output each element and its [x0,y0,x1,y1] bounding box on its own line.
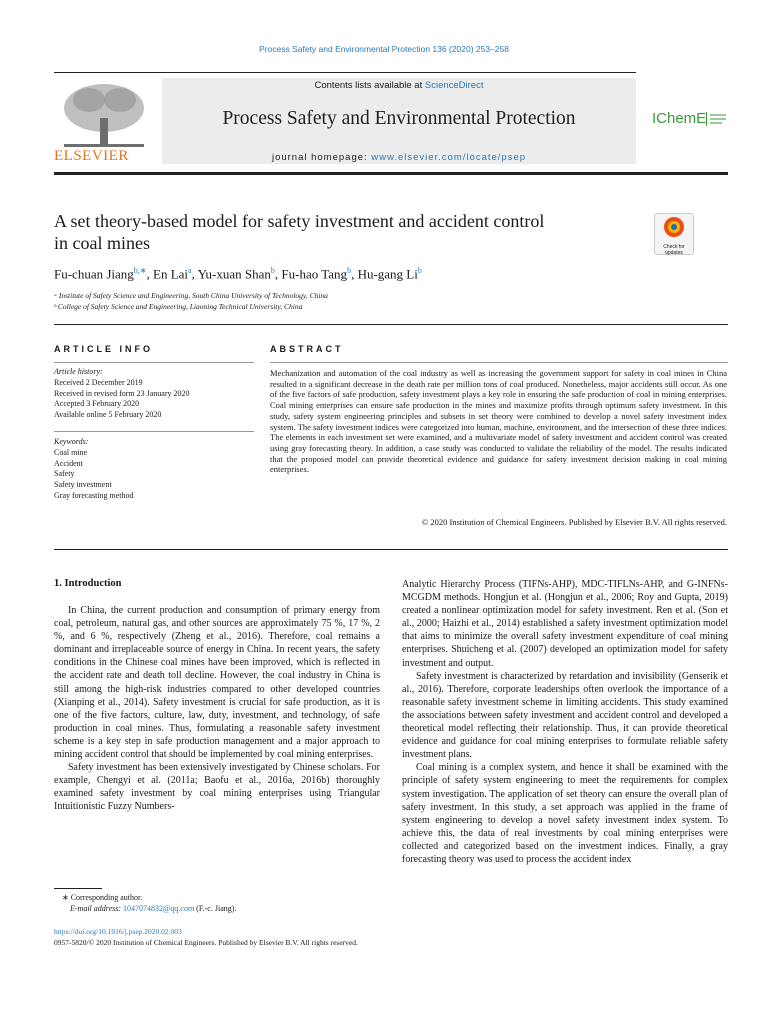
keyword: Coal mine [54,447,88,457]
author-affiliation-marker[interactable]: a [188,266,192,275]
homepage-link[interactable]: www.elsevier.com/locate/psep [371,152,527,163]
affiliation-b: ᵇ College of Safety Science and Engineering, Liaoning Technical University, China [54,302,303,311]
author[interactable]: Yu-xuan Shan [197,266,271,282]
header-rule [54,72,636,73]
keyword: Gray forecasting method [54,490,134,500]
corresponding-author-note: ∗ Corresponding author. [62,893,143,902]
author-affiliation-marker[interactable]: b [417,266,422,275]
contents-line [162,80,636,91]
icheme-logo[interactable] [652,108,732,130]
keywords-label: Keywords: [54,437,89,446]
history-received: Received 2 December 2019 [54,377,143,387]
keywords-block [54,437,254,502]
journal-homepage [162,152,636,163]
paragraph: Safety investment has been extensively investigated by Chinese scholars. For example, Chengyi et al. (2011a; Baofu et al., 2016a, 2016b) thoroughly examined safety investment by coal mining enterprises using Triangular Intuitionistic Fuzzy Numbers- [54,762,380,813]
elsevier-wordmark: ELSEVIER [54,148,129,164]
article-info-heading: ARTICLE INFO [54,344,153,354]
abstract-rule [270,362,728,363]
history-revised: Received in revised form 23 January 2020 [54,388,190,398]
affiliation-a: ᵃ Institute of Safety Science and Engineering, South China University of Technology, China [54,291,328,300]
homepage-prefix: journal homepage: [271,152,372,163]
keyword: Safety investment [54,480,112,490]
check-updates-label: Check for updates [663,244,685,256]
abstract-heading: ABSTRACT [270,344,344,354]
author-list: Fu-chuan Jiang$^{b,∗}$, En Lai$^a$, Yu-xuan Shan$^b$, Fu-hao Tang$^b$, Hu-gang Li$^b$ [54,266,422,282]
icheme-wordmark: IChemE [652,110,707,127]
article-history [54,367,254,421]
abstract-bottom-rule [54,549,728,550]
author[interactable]: Fu-hao Tang [281,266,348,282]
article-title-line-1: A set theory-based model for safety investment and accident control [54,211,545,231]
history-online: Available online 5 February 2020 [54,410,162,420]
affiliation-rule [54,324,728,325]
abstract-copyright: © 2020 Institution of Chemical Engineers. Published by Elsevier B.V. All rights reserved. [421,517,727,527]
history-label: Article history: [54,367,103,376]
author-affiliation-marker[interactable]: b [347,266,352,275]
paragraph: In China, the current production and consumption of primary energy from coal, petroleum, natural gas, and other sources are approximately 75 %, 17 %, 2 %, and 6 %, respectively (Zheng et al., 2016). Therefore, coal remains a dominant and irreplaceable source of energy in China. In recent years, the safety conditions in the Chinese coal mines have been improved, which is reflected in the accident rate and death toll decline. However, the coal industry in China is still among the high-risk industries compared to other developed countries (Xianping et al., 2014). Safety investment is crucial for safe production, as it is one of the five factors, culture, law, duty, investment, and technology, of safe production in coal mines. Thus, formulating a reasonable safety investment scheme is a key step in safe production management and a major approach to mining accident control that should be implemented by coal mining enterprises. [54,605,380,761]
keywords-rule [54,431,254,432]
article-title [54,210,634,254]
author[interactable]: En Lai [153,266,189,282]
keyword: Accident [54,458,83,468]
elsevier-logo[interactable] [54,78,158,168]
check-updates-icon [655,214,693,240]
paragraph: Coal mining is a complex system, and hence it shall be examined with the principle of safety system engineering to meet the requirements for complex system investigation. The application of set theory can ensure the overall plan of safety investment. In this study, a set approach was applied in the frame of system engineering to develop a novel safety investment index system. To achieve this, the data of real investments by coal mining enterprises were collected and categorized based on the investment indices. Finally, a gray forecasting theory was used to process the accident index [402,762,728,865]
issn-copyright: 0957-5820/© 2020 Institution of Chemical Engineers. Published by Elsevier B.V. All rights reserved. [54,938,358,947]
check-for-updates-button[interactable] [654,213,694,255]
article-title-line-2: in coal mines [54,233,150,253]
email-note [70,904,236,913]
author-affiliation-marker[interactable]: b [270,266,275,275]
author[interactable]: Hu-gang Li [357,266,418,282]
icheme-mark-icon [706,112,729,126]
paragraph: Analytic Hierarchy Process (TIFNs-AHP), MDC-TIFLNs-AHP, and G-INFNs-MCGDM methods. Hongjun et al. (Hongjun et al., 2006; Roy and Gupta, 2019) created a nonlinear optimization model for safety investment. Ren et al. (Son et al., 2000; Haizhi et al., 2014) established a safety investment optimization model that aims to minimize the overall safety investment expenditure of coal mining enterprises. Shuicheng et al. (2007) developed an optimization model for safety investment and output. [402,579,728,669]
introduction-heading: 1. Introduction [54,578,122,589]
body-column-right [402,578,728,866]
body-column-left [54,604,380,814]
paragraph: Safety investment is characterized by retardation and invisibility (Genserik et al., 2016). Therefore, corporate leaderships often overlook the importance of a reasonable safety investment scheme in limiting accidents. This study examined the associations between safety investment and accident control and developed a theoretical model reflecting their relationship. Thus, it can provide theoretical evidence and guidance for coal mining enterprises to formulate reliable safety investment plans. [402,670,728,761]
journal-title: Process Safety and Environmental Protection [222,108,576,129]
history-accepted: Accepted 3 February 2020 [54,399,140,409]
sciencedirect-link[interactable]: ScienceDirect [424,80,484,91]
email-suffix: (F.-c. Jiang). [194,904,237,913]
article-info-rule [54,362,254,363]
author-affiliation-marker[interactable]: b,∗ [133,266,147,275]
footnote-rule [54,888,102,889]
keyword: Safety [54,469,75,479]
journal-citation[interactable]: Process Safety and Environmental Protection 136 (2020) 253–258 [259,44,509,54]
email-label: E-mail address: [70,904,124,913]
doi-link[interactable]: https://doi.org/10.1016/j.psep.2020.02.003 [54,927,182,936]
email-link[interactable]: 1047074832@qq.com [123,904,195,913]
author[interactable]: Fu-chuan Jiang [54,266,134,282]
contents-prefix: Contents lists available at [314,80,425,91]
header-thick-rule [54,172,728,175]
abstract-text: Mechanization and automation of the coal industry as well as increasing the government support for safety in coal mines in China resulted in a significant decrease in the death rate per million tons of coal produced. Nonetheless, major accidents still occur. As one of the five factors of safe production, safety investment plays a key role in ensuring the safe production of coal in mining enterprises. Coal mining enterprises can ensure safe production in the mines and maximize profits through optimum safety investment. In this study, safety system engineering principles and subsets in set theory were combined to develop a novel safety investment index system. The safety investment indices were categorized into human, machine, environment, and the intersection of these three indices. The elements in each investment set were examined, and a multivariate model of safety investment and accident control was created using gray forecasting theory. In addition, a case study was conducted to validate the reliability of the model. The results indicated that the proposed model can provide theoretical evidence and guidance for safety investment decision making in coal mining enterprises. [270,368,727,475]
